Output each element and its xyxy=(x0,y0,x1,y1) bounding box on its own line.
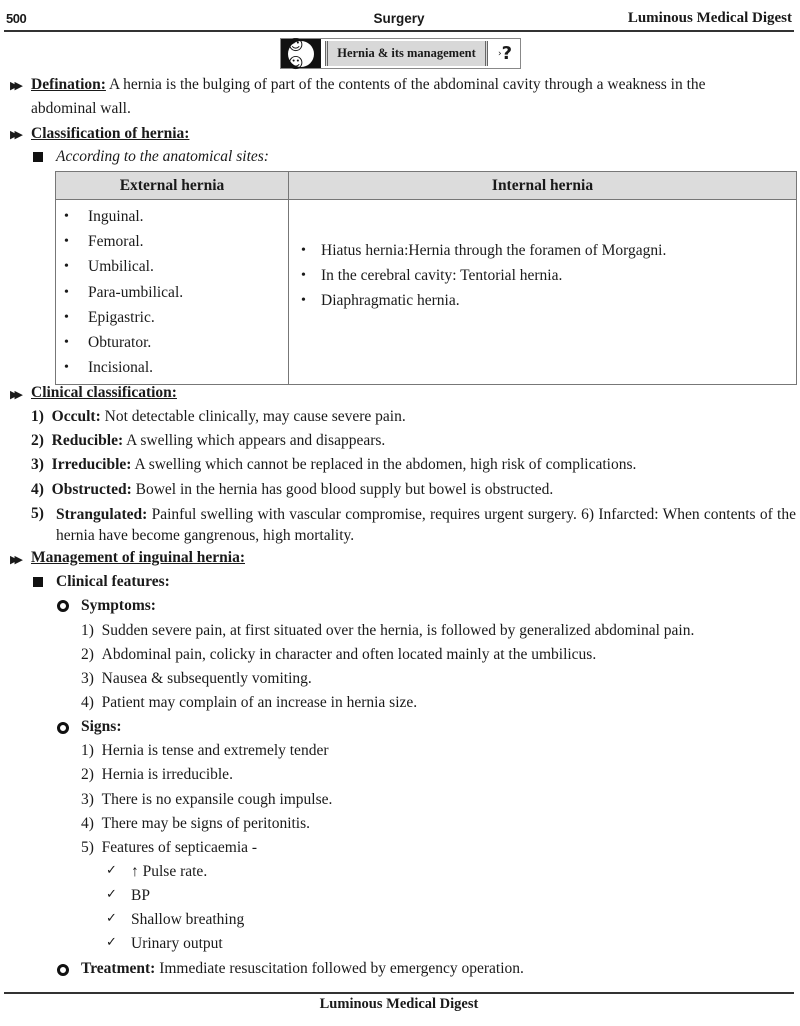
septicaemia-item: ↑ Pulse rate. xyxy=(131,863,208,880)
table-header-internal: Internal hernia xyxy=(289,172,797,200)
symptom-item: 1) Sudden severe pain, at first situated over the hernia, is followed by generalized abdominal pain. xyxy=(81,622,695,639)
list-item: • Diaphragmatic hernia. xyxy=(301,288,796,313)
clinical-features-heading: Clinical features: xyxy=(56,573,170,590)
checkmark-icon: ✓ xyxy=(106,911,117,926)
septicaemia-item: Shallow breathing xyxy=(131,911,245,928)
clinical-item: 3) Irreducible: A swelling which cannot be replaced in the abdomen, high risk of complications. xyxy=(31,456,637,473)
septicaemia-item: Urinary output xyxy=(131,935,223,952)
topic-title: Hernia & its management xyxy=(325,41,488,66)
septicaemia-item: BP xyxy=(131,887,150,904)
anatomical-sites-subheading: According to the anatomical sites: xyxy=(56,148,269,165)
checkmark-icon: ✓ xyxy=(106,935,117,950)
symptom-item: 4) Patient may complain of an increase in hernia size. xyxy=(81,694,418,711)
treatment-text: Immediate resuscitation followed by emergency operation. xyxy=(155,960,524,977)
section-title: Surgery xyxy=(373,11,425,26)
definition-heading: Defination: xyxy=(31,76,106,93)
clinical-item: 4) Obstructed: Bowel in the hernia has good blood supply but bowel is obstructed. xyxy=(31,481,554,498)
external-hernia-cell xyxy=(56,200,289,385)
treatment-line xyxy=(81,959,524,979)
checkmark-icon: ✓ xyxy=(106,887,117,902)
question-head-icon: › ? xyxy=(497,43,513,64)
list-item: • Hiatus hernia:Hernia through the foramen of Morgagni. xyxy=(301,238,796,263)
circle-bullet-icon xyxy=(57,722,69,734)
discussion-faces-icon: ☺☺ xyxy=(281,39,323,68)
double-arrow-bullet-icon: ▶▶ xyxy=(10,128,19,141)
internal-hernia-cell xyxy=(289,200,797,385)
classification-heading: Classification of hernia: xyxy=(31,125,190,142)
footer-journal-title: Luminous Medical Digest xyxy=(319,996,479,1012)
symptom-item: 2) Abdominal pain, colicky in character and often located mainly at the umbilicus. xyxy=(81,646,597,663)
circle-bullet-icon xyxy=(57,964,69,976)
list-item: • Femoral. xyxy=(64,229,288,254)
list-item: • Incisional. xyxy=(64,355,288,380)
list-item: • Epigastric. xyxy=(64,305,288,330)
sign-item: 5) Features of septicaemia - xyxy=(81,839,258,856)
hernia-classification-table xyxy=(55,171,797,385)
page-footer xyxy=(4,992,794,1013)
clinical-classification-heading: Clinical classification: xyxy=(31,384,177,401)
square-bullet-icon xyxy=(33,152,43,162)
table-header-external: External hernia xyxy=(56,172,289,200)
clinical-item: Strangulated: Painful swelling with vascular compromise, requires urgent surgery. 6) Infarcted: When contents of the hernia have become gangrenous, high mortality. xyxy=(56,506,796,544)
symptoms-heading: Symptoms: xyxy=(81,597,156,614)
circle-bullet-icon xyxy=(57,600,69,612)
sign-item: 4) There may be signs of peritonitis. xyxy=(81,815,311,832)
sign-item: 1) Hernia is tense and extremely tender xyxy=(81,742,329,759)
definition-line xyxy=(31,75,706,95)
double-arrow-bullet-icon: ▶▶ xyxy=(10,388,19,401)
list-item: • Obturator. xyxy=(64,330,288,355)
page-number: 500 xyxy=(6,11,27,26)
list-item: • Umbilical. xyxy=(64,254,288,279)
signs-heading: Signs: xyxy=(81,718,122,735)
clinical-item-number: 5) xyxy=(31,505,44,522)
square-bullet-icon xyxy=(33,577,43,587)
journal-title: Luminous Medical Digest xyxy=(627,10,792,26)
list-item: • Inguinal. xyxy=(64,204,288,229)
definition-text: A hernia is the bulging of part of the contents of the abdominal cavity through a weakness in the xyxy=(105,76,706,93)
topic-banner xyxy=(280,35,521,72)
treatment-heading: Treatment: xyxy=(81,960,156,977)
checkmark-icon: ✓ xyxy=(106,863,117,878)
clinical-item: 1) Occult: Not detectable clinically, may cause severe pain. xyxy=(31,408,406,425)
clinical-item: 2) Reducible: A swelling which appears and disappears. xyxy=(31,432,386,449)
list-item: • Para-umbilical. xyxy=(64,280,288,305)
symptom-item: 3) Nausea & subsequently vomiting. xyxy=(81,670,312,687)
list-item: • In the cerebral cavity: Tentorial hernia. xyxy=(301,263,796,288)
definition-text-cont: abdominal wall. xyxy=(31,100,131,117)
double-arrow-bullet-icon: ▶▶ xyxy=(10,79,19,92)
page-header xyxy=(4,8,794,32)
double-arrow-bullet-icon: ▶▶ xyxy=(10,553,19,566)
management-heading: Management of inguinal hernia: xyxy=(31,549,245,566)
sign-item: 3) There is no expansile cough impulse. xyxy=(81,791,333,808)
sign-item: 2) Hernia is irreducible. xyxy=(81,766,233,783)
